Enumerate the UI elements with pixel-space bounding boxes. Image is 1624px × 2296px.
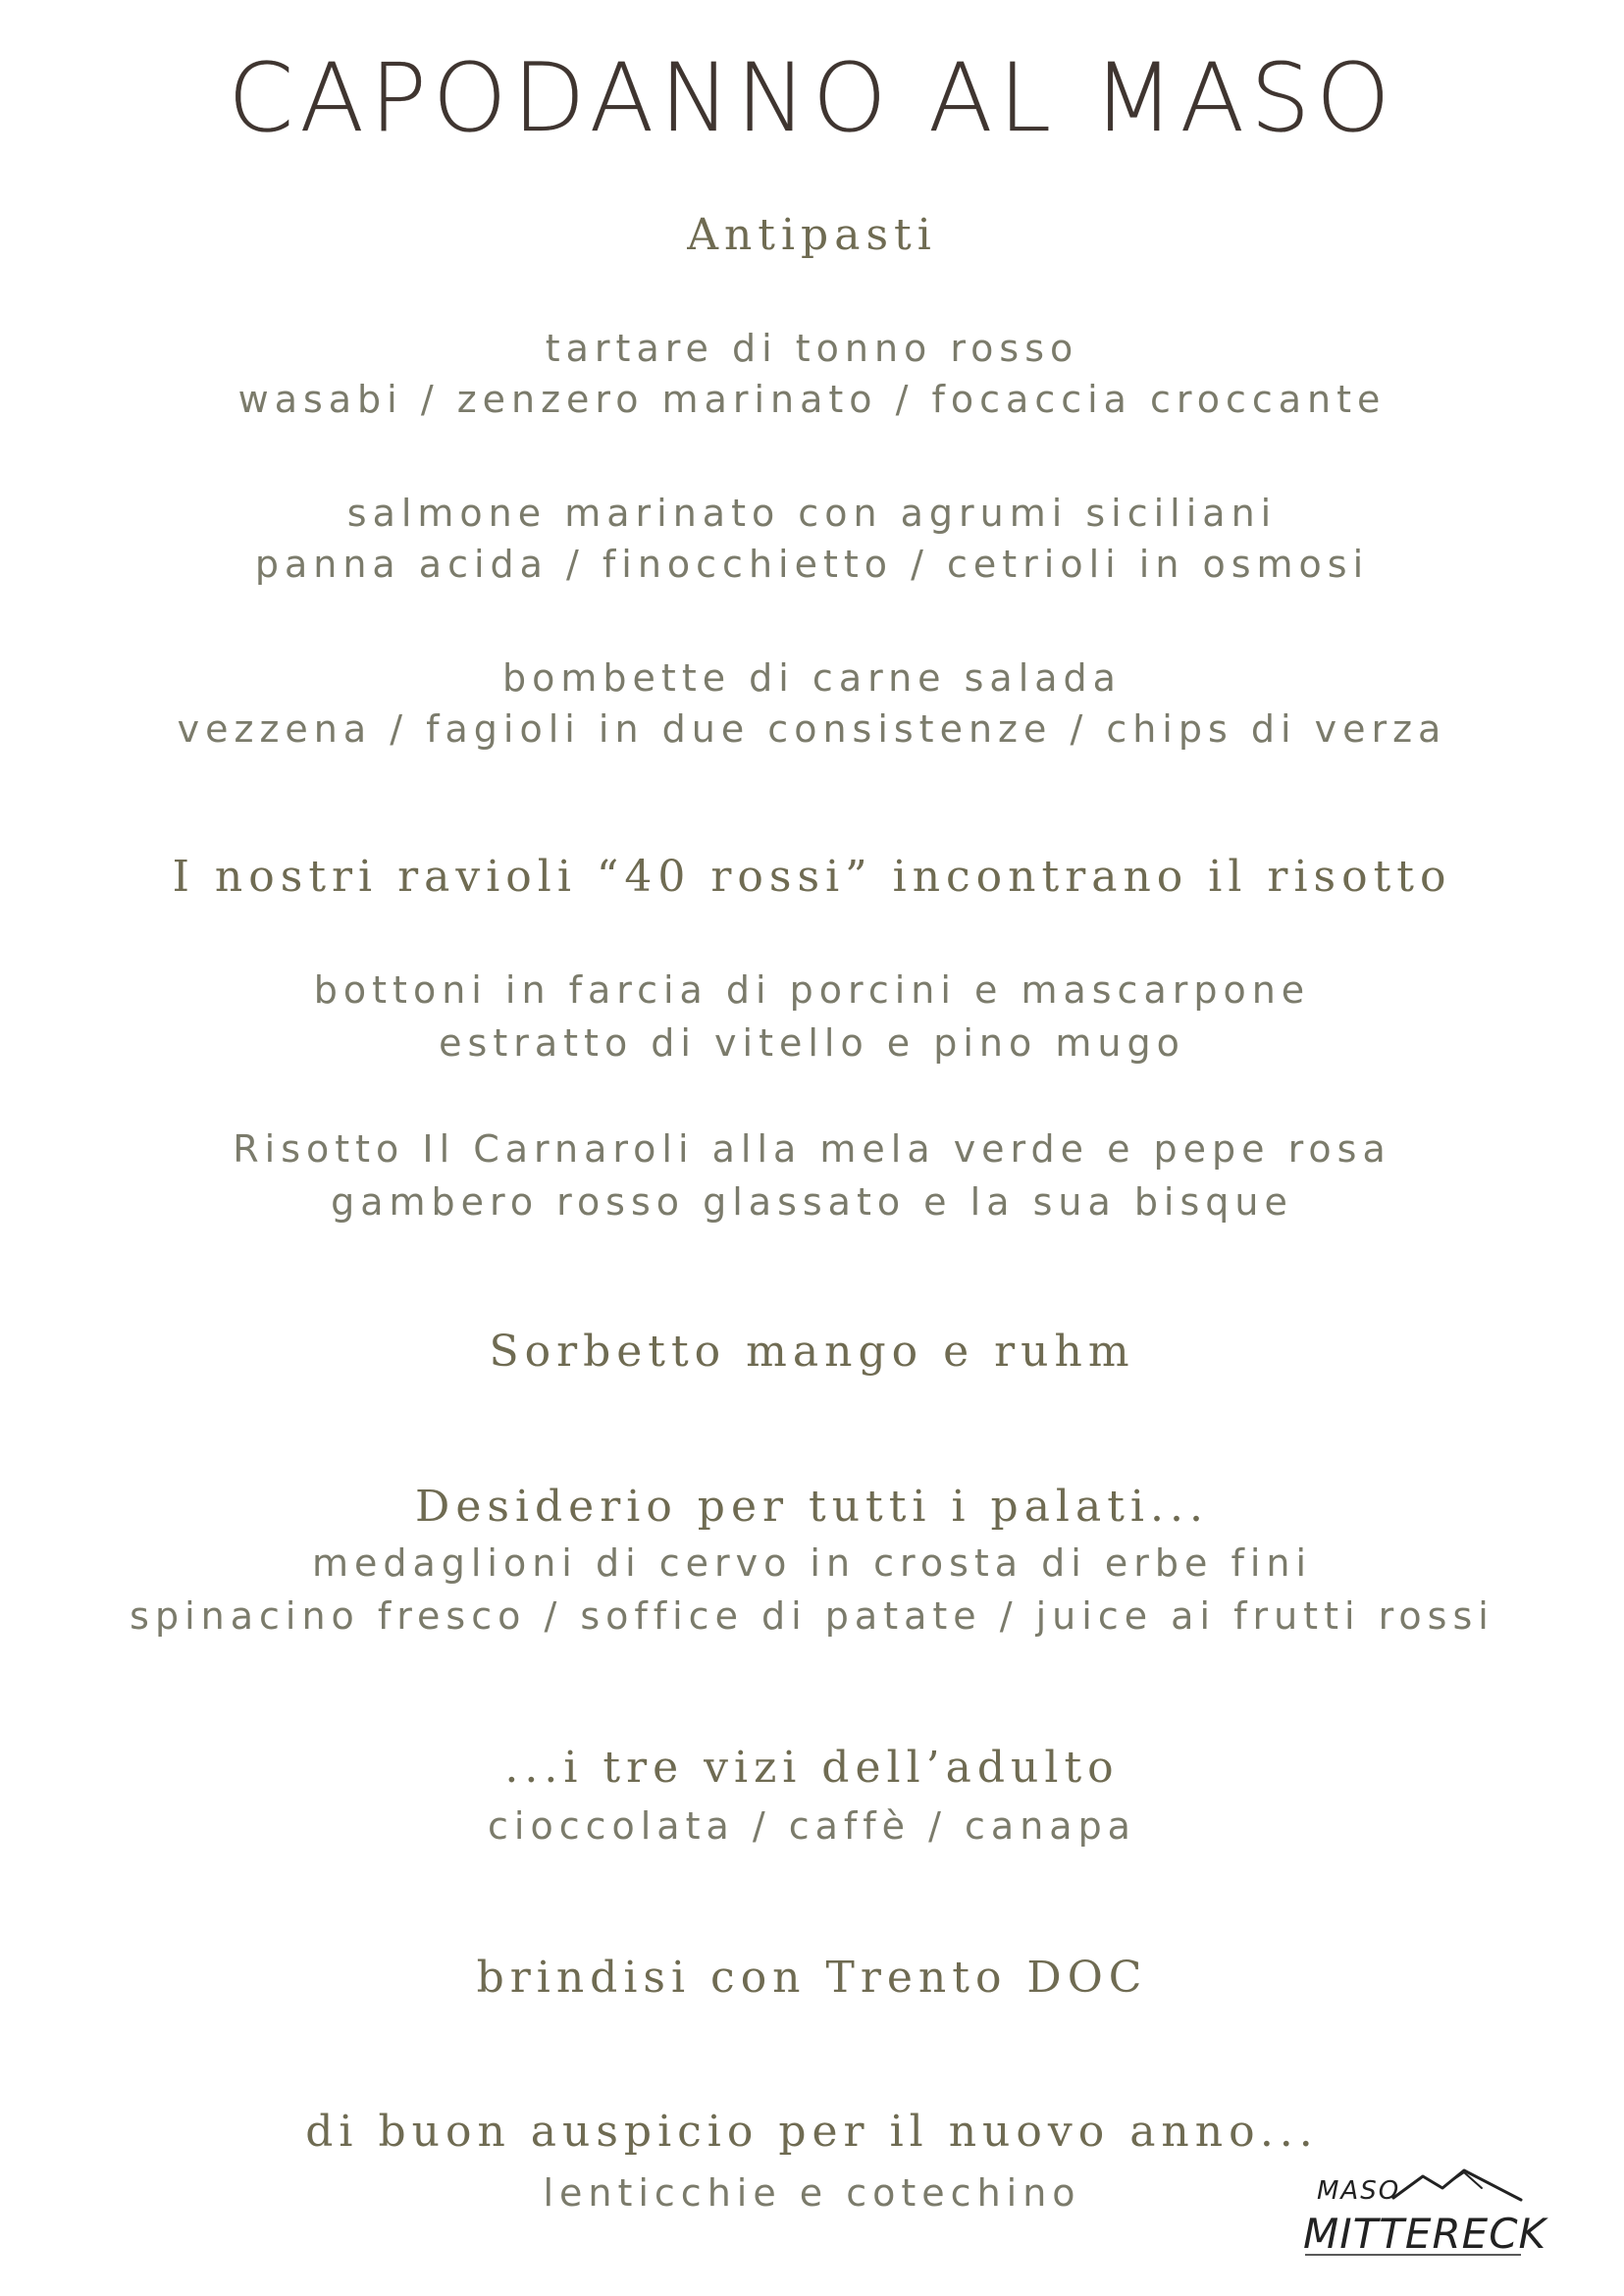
section-heading-antipasti: Antipasti [687, 210, 937, 260]
section-heading-secondo: Desiderio per tutti i palati... [415, 1482, 1209, 1532]
dish-description: wasabi / zenzero marinato / focaccia croccante [237, 378, 1387, 421]
section-heading-dolce: ...i tre vizi dell’adulto [504, 1743, 1120, 1793]
dish-name: bottoni in farcia di porcini e mascarpone [313, 968, 1311, 1012]
logo-text-line1: MASO [1317, 2176, 1401, 2206]
section-heading-sorbetto: Sorbetto mango e ruhm [489, 1327, 1135, 1377]
section-heading-nuovo-anno: di buon auspicio per il nuovo anno... [305, 2107, 1319, 2157]
dish-name: bombette di carne salada [502, 656, 1122, 700]
section-heading-brindisi: brindisi con Trento DOC [476, 1953, 1148, 2003]
menu-title: CAPODANNO AL MASO [228, 43, 1396, 153]
maso-mittereck-logo [1295, 2159, 1547, 2267]
dish-description: vezzena / fagioli in due consistenze / chips di verza [177, 707, 1447, 751]
dish-name: salmone marinato con agrumi siciliani [346, 492, 1278, 535]
dish-description: lenticchie e cotechino [543, 2171, 1081, 2215]
dish-description: spinacino fresco / soffice di patate / juice ai frutti rossi [130, 1594, 1494, 1638]
dish-name: medaglioni di cervo in crosta di erbe fini [311, 1541, 1313, 1585]
section-heading-primi: I nostri ravioli “40 rossi” incontrano il risotto [172, 852, 1452, 902]
dish-name: tartare di tonno rosso [545, 327, 1079, 370]
dish-description: panna acida / finocchietto / cetrioli in osmosi [254, 543, 1370, 586]
dish-description: gambero rosso glassato e la sua bisque [331, 1180, 1293, 1224]
dish-description: estratto di vitello e pino mugo [439, 1021, 1185, 1065]
dish-description: cioccolata / caffè / canapa [488, 1804, 1136, 1848]
dish-name: Risotto Il Carnaroli alla mela verde e pepe rosa [233, 1127, 1391, 1171]
logo-text-line2: MITTERECK [1303, 2210, 1547, 2258]
